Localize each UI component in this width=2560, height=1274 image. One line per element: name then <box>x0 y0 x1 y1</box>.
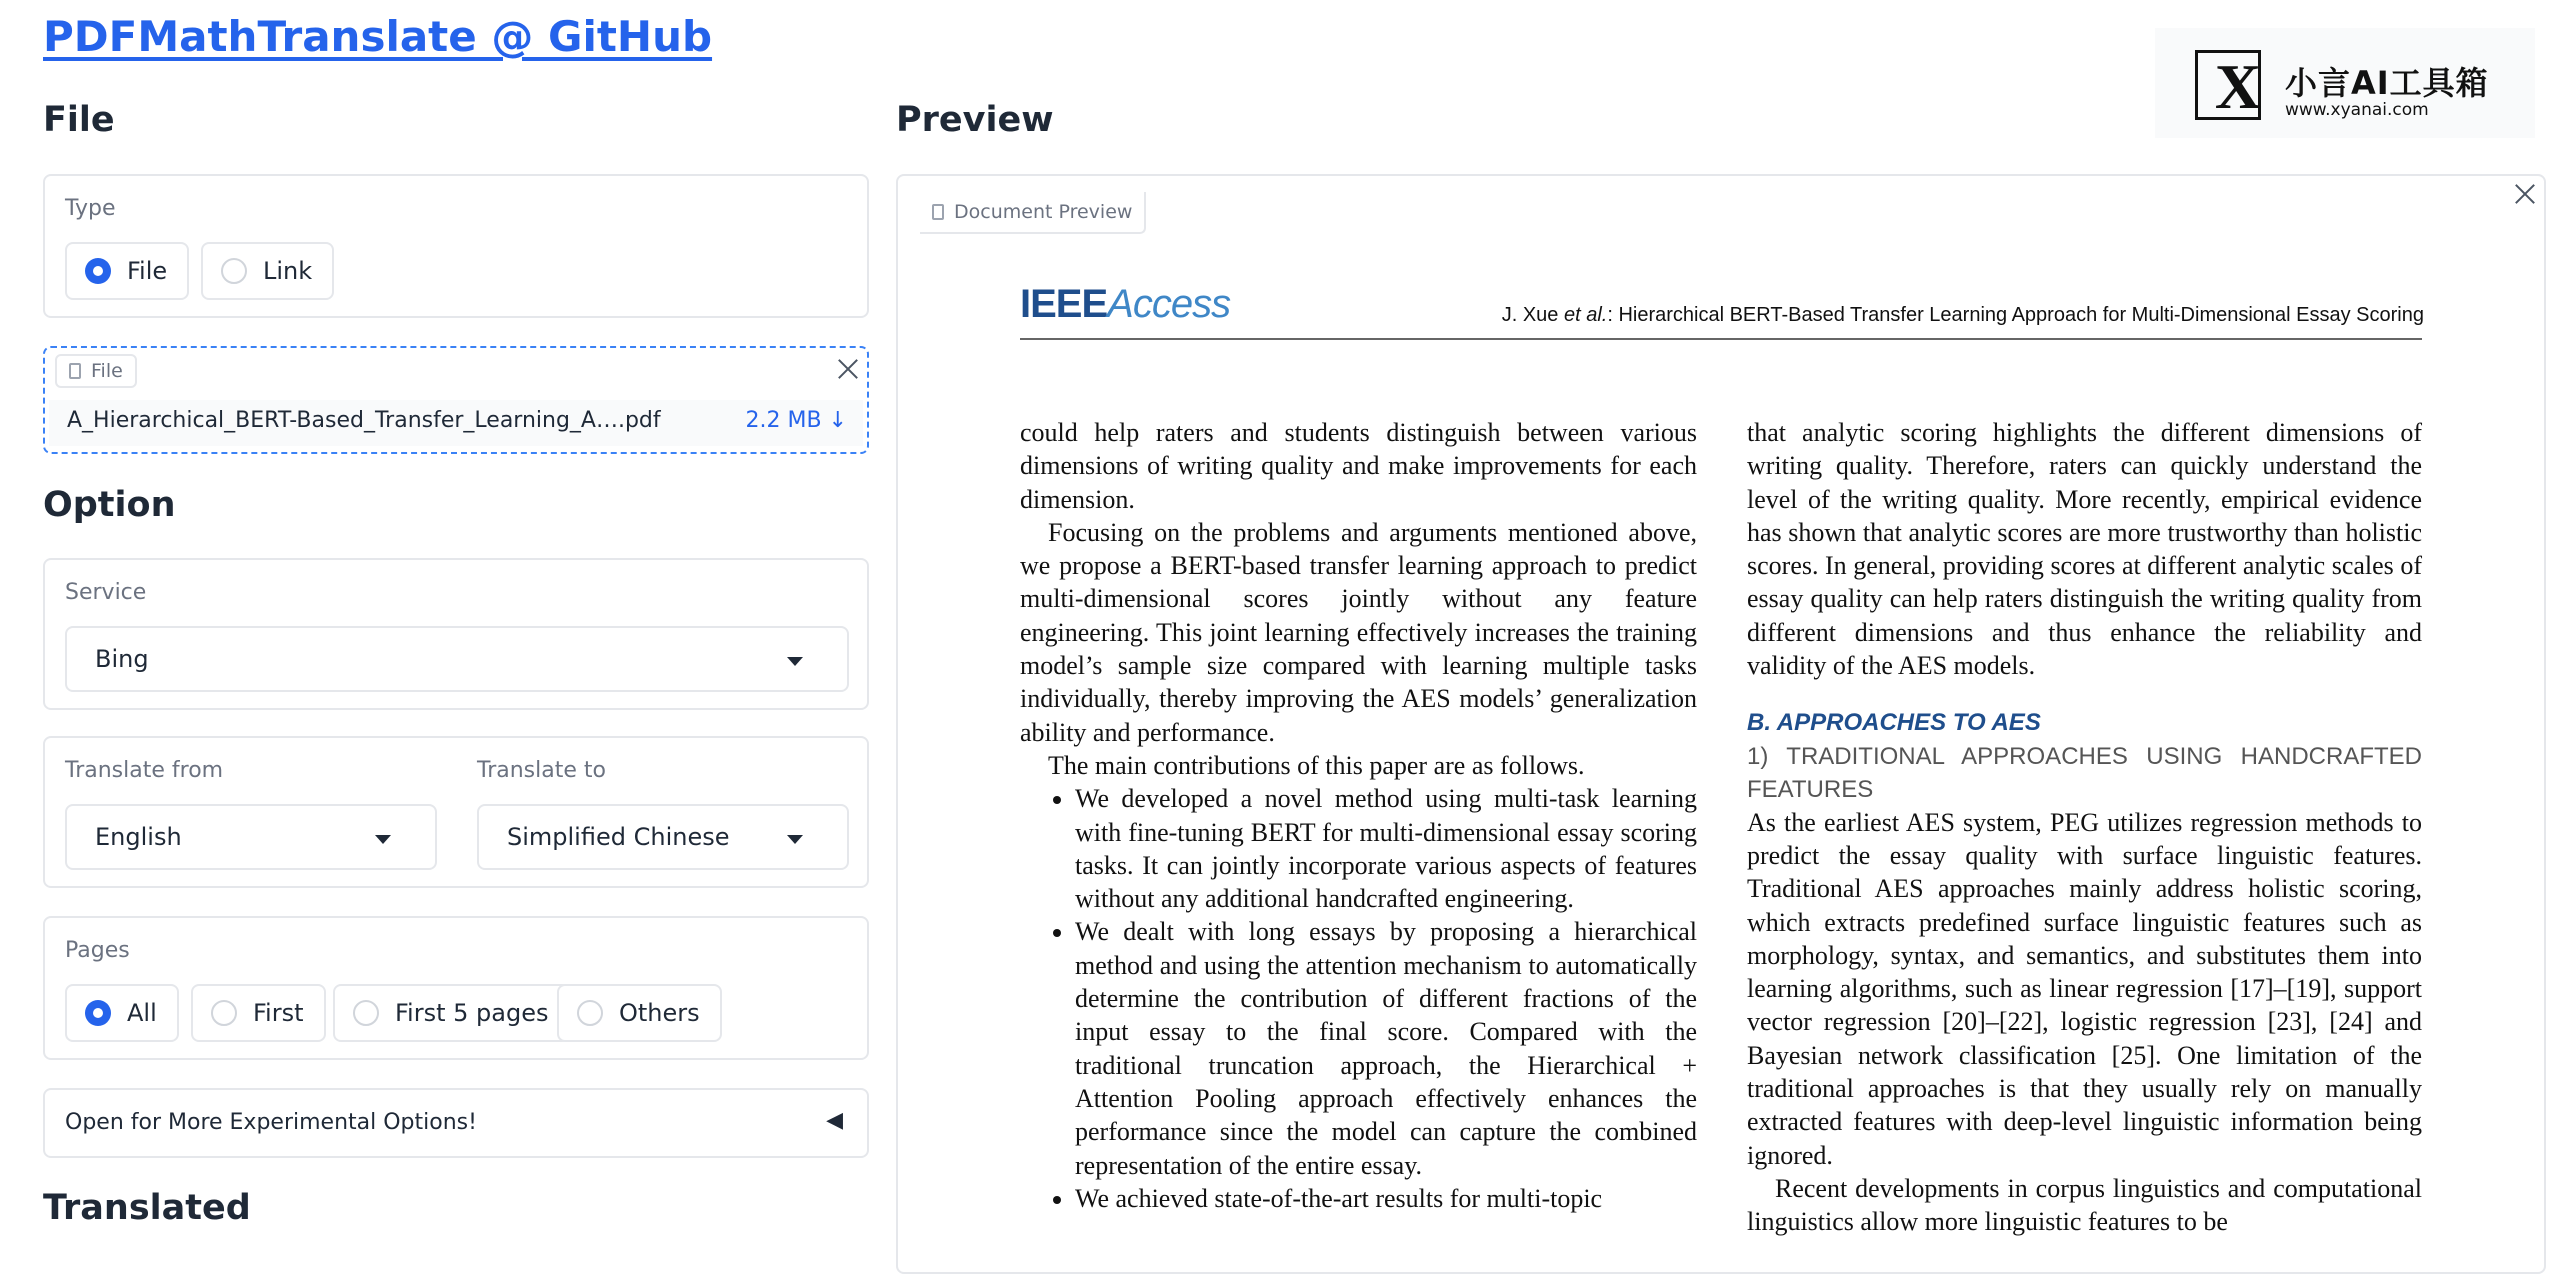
file-upload-box[interactable] <box>43 346 869 454</box>
xyanai-logo <box>2155 28 2535 138</box>
journal-logo <box>1020 282 1230 326</box>
option-heading: Option <box>43 485 176 525</box>
left-paragraph-3: The main contributions of this paper are as follows. <box>1048 750 1585 780</box>
collapse-triangle-icon: ◀ <box>826 1108 843 1133</box>
right-paragraph-2: As the earliest AES system, PEG utilizes regression methods to predict the essay quality with surface linguistic features. Traditional AES approaches mainly address holistic scoring, which extracts predefined surface linguistic features such as morphology, syntax, and semantics, and substitutes them into learning algorithms, such as linear regression [17]–[19], support vector regression [20]–[22], logistic regression [23], [24] and Bayesian network classification [25]. One limitation of the traditional approaches is that they usually rely on manually extracted features with deep-level linguistic information being ignored. <box>1747 807 2422 1170</box>
pages-option-label: Others <box>619 999 700 1027</box>
journal-logo-access: Access <box>1107 282 1231 326</box>
translate-from-label: Translate from <box>65 758 224 783</box>
running-head-title: : Hierarchical BERT-Based Transfer Learning Approach for Multi-Dimensional Essay Scoring <box>1607 304 2424 326</box>
type-option-label: Link <box>263 257 313 285</box>
type-option-link[interactable] <box>201 242 334 300</box>
pages-option-others[interactable] <box>557 984 722 1042</box>
radio-empty-icon <box>211 1000 237 1026</box>
translate-to-label: Translate to <box>477 758 606 783</box>
service-dropdown[interactable] <box>65 626 849 692</box>
type-option-label: File <box>127 257 168 285</box>
radio-empty-icon <box>577 1000 603 1026</box>
running-head-author: J. Xue <box>1501 304 1564 326</box>
type-panel <box>43 174 869 318</box>
pdf-page <box>898 176 2546 1274</box>
journal-logo-ieee: IEEE <box>1020 282 1108 326</box>
type-option-file[interactable] <box>65 242 189 300</box>
file-chip <box>55 354 137 388</box>
service-value: Bing <box>95 645 149 673</box>
file-size-download[interactable]: 2.2 MB ↓ <box>745 408 847 433</box>
file-chip-label: File <box>91 360 123 382</box>
running-head <box>1502 304 2424 327</box>
pages-option-label: First 5 pages <box>395 999 549 1027</box>
subsection-heading: 1) TRADITIONAL APPROACHES USING HANDCRAFTED FEATURES <box>1747 742 2422 803</box>
uploaded-filename: A_Hierarchical_BERT-Based_Transfer_Learning_A….pdf <box>67 408 661 433</box>
radio-empty-icon <box>353 1000 379 1026</box>
logo-name: 小言AI工具箱 <box>2285 64 2489 102</box>
header-rule <box>1020 338 2422 340</box>
pages-option-label: All <box>127 999 157 1027</box>
right-column <box>1747 416 2422 1239</box>
pages-option-first[interactable] <box>191 984 326 1042</box>
pages-label: Pages <box>65 938 130 963</box>
translate-from-value: English <box>95 823 182 851</box>
type-label: Type <box>65 196 116 221</box>
radio-selected-icon <box>85 258 111 284</box>
language-panel <box>43 736 869 888</box>
left-paragraph-1: could help raters and students distinguish between various dimensions of writing quality and make improvements for each dimension. <box>1020 418 1697 514</box>
left-column <box>1020 416 1697 1215</box>
github-title-link[interactable]: PDFMathTranslate @ GitHub <box>43 12 713 61</box>
logo-url: www.xyanai.com <box>2285 100 2429 120</box>
experimental-options-accordion[interactable] <box>43 1088 869 1158</box>
chevron-down-icon <box>787 835 803 844</box>
pages-panel <box>43 916 869 1060</box>
service-panel <box>43 558 869 710</box>
radio-empty-icon <box>221 258 247 284</box>
translate-to-value: Simplified Chinese <box>507 823 730 851</box>
chevron-down-icon <box>787 657 803 666</box>
preview-panel <box>896 174 2546 1274</box>
list-item: • We developed a novel method using multi-task learning with fine-tuning BERT for multi-dimensional essay scoring tasks. It can jointly incorporate various aspects of features without any additional handcrafted engineering. <box>1075 782 1697 915</box>
uploaded-file-row[interactable] <box>49 400 863 446</box>
chevron-down-icon <box>375 835 391 844</box>
logo-mark: X <box>2214 51 2262 122</box>
contributions-list <box>1020 782 1697 1215</box>
radio-selected-icon <box>85 1000 111 1026</box>
list-item: • We achieved state-of-the-art results for multi-topic <box>1075 1182 1697 1215</box>
translated-heading: Translated <box>43 1188 251 1228</box>
pages-option-label: First <box>253 999 304 1027</box>
left-paragraph-2: Focusing on the problems and arguments mentioned above, we propose a BERT-based transfer learning approach to predict multi-dimensional scores jointly without any feature engineering. This joint learning effectively increases the training model’s sample size compared with learning multiple tasks individually, thereby improving the AES models’ generalization ability and performance. <box>1020 517 1697 747</box>
close-preview-icon[interactable] <box>2512 181 2538 207</box>
document-icon <box>69 363 81 379</box>
service-label: Service <box>65 580 147 605</box>
experimental-options-label: Open for More Experimental Options! <box>65 1110 477 1135</box>
translate-from-dropdown[interactable] <box>65 804 437 870</box>
right-paragraph-3: Recent developments in corpus linguistics and computational linguistics allow more linguistic features to be <box>1747 1173 2422 1237</box>
file-heading: File <box>43 100 115 140</box>
pages-option-first-5[interactable] <box>333 984 570 1042</box>
translate-to-dropdown[interactable] <box>477 804 849 870</box>
list-item: • We dealt with long essays by proposing a hierarchical method and using the attention mechanism to automatically determine the contribution of different fractions of the input essay to the final score. Compared with the traditional truncation approach, the Hierarchical + Attention Pooling approach effectively enhances the performance since the model can capture the combined representation of the entire essay. <box>1075 915 1697 1181</box>
section-heading: B. APPROACHES TO AES <box>1747 709 2041 737</box>
right-paragraph-1: that analytic scoring highlights the different dimensions of writing quality. Therefore, raters can quickly understand the level of the writing quality. More recently, empirical evidence has shown that analytic scores are more trustworthy than holistic scores. In general, providing scores at different analytic scales of essay quality can help raters distinguish the writing quality from different dimensions and thus enhance the reliability and validity of the AES models. <box>1747 418 2422 681</box>
pages-option-all[interactable] <box>65 984 179 1042</box>
preview-heading: Preview <box>896 100 1054 140</box>
document-preview-label: Document Preview <box>954 201 1133 223</box>
clear-file-close-icon[interactable] <box>835 356 861 382</box>
running-head-etal: et al. <box>1563 304 1608 326</box>
